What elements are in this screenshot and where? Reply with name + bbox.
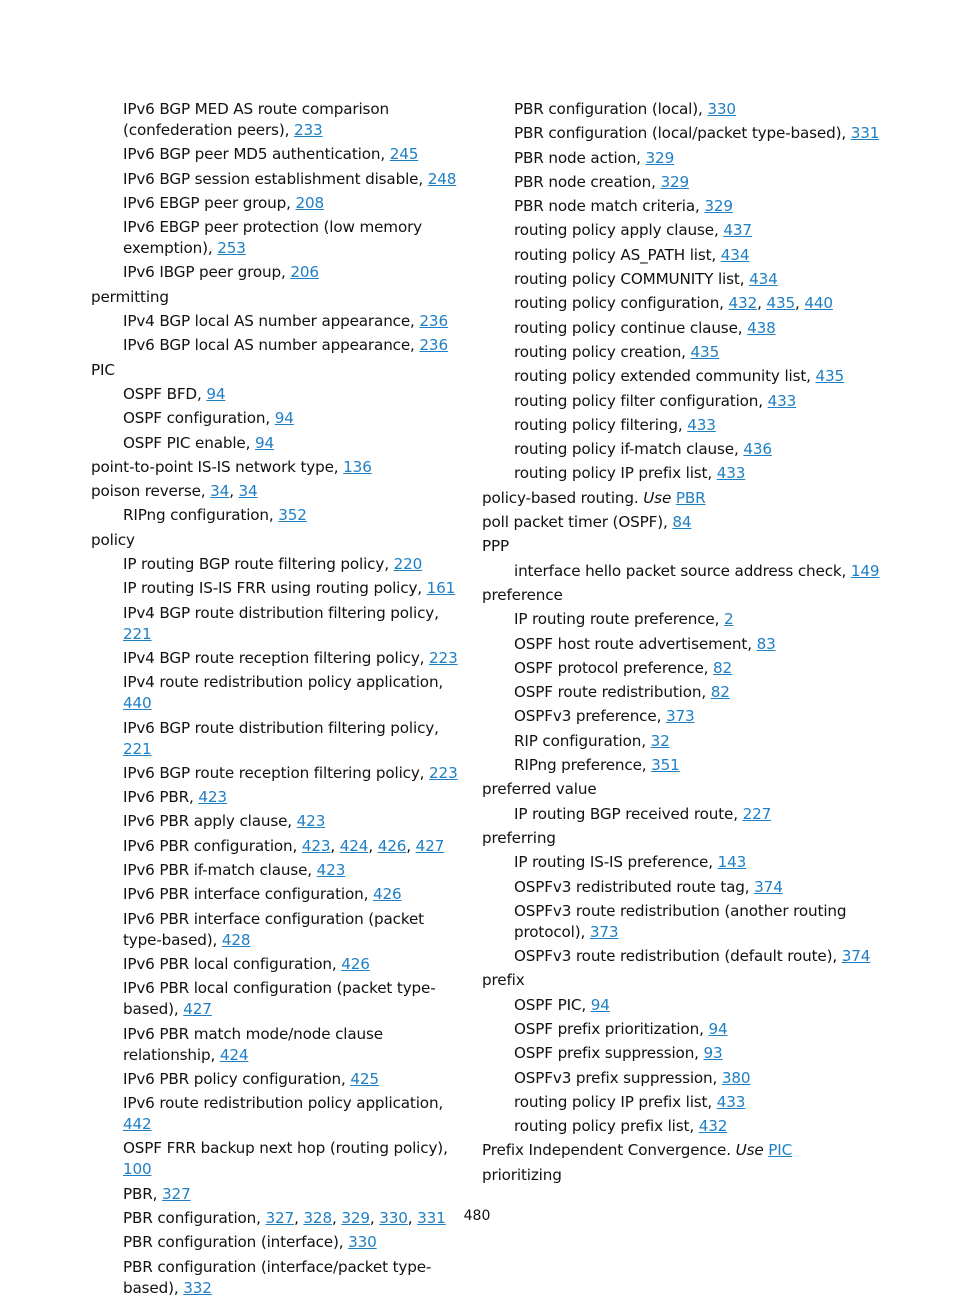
page-link[interactable]: 433 xyxy=(716,464,746,483)
entry-text: IPv6 PBR match mode/node clause relationship, xyxy=(123,1024,383,1064)
page-link[interactable]: 223 xyxy=(429,648,458,667)
page-link[interactable]: 433 xyxy=(716,1092,746,1111)
entry-text: routing policy filter configuration, xyxy=(514,391,768,410)
index-entry xyxy=(482,585,892,606)
entry-text: IPv6 IBGP peer group, xyxy=(123,263,291,282)
page-link[interactable]: 84 xyxy=(672,513,692,532)
page-link[interactable]: 374 xyxy=(754,877,783,896)
entry-text: IPv6 BGP session establishment disable, xyxy=(123,169,428,188)
index-subentry xyxy=(91,603,463,645)
entry-text: poison reverse, xyxy=(91,482,211,501)
entry-text: IPv6 PBR configuration, xyxy=(123,836,302,855)
page-link[interactable]: 442 xyxy=(123,1115,152,1134)
index-subentry xyxy=(482,804,892,825)
entry-text: preference xyxy=(482,585,563,604)
index-subentry xyxy=(482,99,892,120)
page-link[interactable]: 426 xyxy=(341,954,370,973)
index-subentry xyxy=(91,718,463,760)
entry-text: IPv6 PBR local configuration, xyxy=(123,954,342,973)
entry-text: IPv6 BGP route distribution filtering policy, xyxy=(123,718,439,737)
entry-text: routing policy filtering, xyxy=(514,415,688,434)
index-subentry xyxy=(91,384,463,405)
index-subentry xyxy=(91,578,463,599)
entry-text: PBR configuration (local/packet type-based), xyxy=(514,124,851,143)
page-link[interactable]: 374 xyxy=(841,947,871,966)
index-subentry xyxy=(482,682,892,703)
index-entry xyxy=(482,1165,892,1186)
index-subentry xyxy=(482,1043,892,1064)
entry-text: PBR node action, xyxy=(514,148,646,167)
page-link[interactable]: 82 xyxy=(710,683,730,702)
entry-text: IPv4 BGP local AS number appearance, xyxy=(123,312,420,331)
entry-text: preferred value xyxy=(482,780,597,799)
index-subentry xyxy=(482,1116,892,1137)
page-link[interactable]: 373 xyxy=(589,922,619,941)
index-subentry xyxy=(91,554,463,575)
entry-text: IP routing BGP route filtering policy, xyxy=(123,555,394,574)
page-link[interactable]: 331 xyxy=(850,124,880,143)
entry-text: PBR configuration, xyxy=(123,1208,266,1227)
entry-text: RIP configuration, xyxy=(514,731,651,750)
page-link[interactable]: 34 xyxy=(210,482,230,501)
index-subentry xyxy=(91,1093,463,1135)
index-subentry xyxy=(91,262,463,283)
page-link[interactable]: 83 xyxy=(756,634,776,653)
entry-text: OSPF prefix suppression, xyxy=(514,1044,704,1063)
page-link[interactable]: 143 xyxy=(717,853,747,872)
index-entry xyxy=(91,360,463,381)
page-link[interactable]: 435 xyxy=(690,342,720,361)
page-link[interactable]: 94 xyxy=(708,1019,728,1038)
index-entry xyxy=(91,457,463,478)
page-link[interactable]: 424 xyxy=(339,836,369,855)
index-subentry xyxy=(482,196,892,217)
page-link[interactable]: 436 xyxy=(743,440,772,459)
entry-text: Prefix Independent Convergence. xyxy=(482,1141,736,1160)
index-subentry xyxy=(91,978,463,1020)
index-entry xyxy=(91,287,463,308)
entry-text: IPv6 PBR local configuration (packet type-based), xyxy=(123,979,436,1019)
index-subentry xyxy=(482,634,892,655)
index-subentry xyxy=(482,463,892,484)
page-link[interactable]: 434 xyxy=(720,245,750,264)
entry-text: PIC xyxy=(91,360,115,379)
index-subentry xyxy=(482,877,892,898)
page-link[interactable]: 423 xyxy=(316,861,346,880)
entry-text: OSPFv3 redistributed route tag, xyxy=(514,877,755,896)
entry-text: OSPF PIC, xyxy=(514,995,591,1014)
index-subentry xyxy=(482,609,892,630)
page-link[interactable]: 432 xyxy=(728,294,758,313)
page-link[interactable]: 434 xyxy=(749,270,778,289)
page-link[interactable]: 423 xyxy=(301,836,331,855)
index-entry xyxy=(482,512,892,533)
page-link[interactable]: 32 xyxy=(650,731,670,750)
entry-text: IPv6 PBR, xyxy=(123,788,199,807)
page-link[interactable]: 2 xyxy=(723,610,734,629)
page-link[interactable]: 220 xyxy=(393,555,423,574)
page-link[interactable]: 433 xyxy=(767,391,797,410)
entry-text: permitting xyxy=(91,287,169,306)
entry-text: IPv4 route redistribution policy application, xyxy=(123,673,444,692)
page-link[interactable]: PBR xyxy=(675,488,706,507)
page-link[interactable]: 206 xyxy=(290,263,319,282)
entry-text: IP routing route preference, xyxy=(514,610,724,629)
index-entry xyxy=(482,1140,892,1161)
entry-text: IPv6 PBR interface configuration (packet type-based), xyxy=(123,909,424,949)
index-column-right xyxy=(482,99,892,1189)
page-link[interactable]: 327 xyxy=(265,1208,295,1227)
index-subentry xyxy=(482,123,892,144)
entry-text: IPv6 PBR if-match clause, xyxy=(123,861,317,880)
entry-text: IPv6 EBGP peer protection (low memory exemption), xyxy=(123,218,423,258)
page-link[interactable]: 248 xyxy=(427,169,457,188)
page-link[interactable]: 329 xyxy=(660,172,690,191)
index-subentry xyxy=(482,995,892,1016)
index-entry xyxy=(91,530,463,551)
entry-text: routing policy COMMUNITY list, xyxy=(514,270,750,289)
index-subentry xyxy=(482,731,892,752)
entry-text: IPv6 BGP route reception filtering policy, xyxy=(123,763,430,782)
page-link[interactable]: 329 xyxy=(704,197,733,216)
page-link[interactable]: PIC xyxy=(768,1141,793,1160)
entry-text: OSPFv3 route redistribution (another routing protocol), xyxy=(514,901,847,941)
entry-text: OSPF configuration, xyxy=(123,409,275,428)
index-subentry xyxy=(482,1019,892,1040)
entry-text: OSPF prefix prioritization, xyxy=(514,1019,709,1038)
page-link[interactable]: 426 xyxy=(377,836,407,855)
entry-text: IPv6 PBR apply clause, xyxy=(123,812,297,831)
entry-text: IP routing IS-IS preference, xyxy=(514,853,718,872)
index-subentry xyxy=(482,269,892,290)
index-subentry xyxy=(482,1068,892,1089)
index-subentry xyxy=(91,311,463,332)
entry-text: OSPF route redistribution, xyxy=(514,683,711,702)
index-subentry xyxy=(91,433,463,454)
index-subentry xyxy=(482,706,892,727)
page-link[interactable]: 440 xyxy=(123,694,152,713)
page-link[interactable]: 82 xyxy=(713,658,733,677)
entry-text: IP routing IS-IS FRR using routing policy, xyxy=(123,579,427,598)
entry-text: routing policy IP prefix list, xyxy=(514,464,717,483)
entry-text: PBR configuration (interface), xyxy=(123,1233,349,1252)
index-subentry xyxy=(482,946,892,967)
index-subentry xyxy=(91,505,463,526)
entry-text: IPv6 PBR interface configuration, xyxy=(123,885,373,904)
entry-text: RIPng configuration, xyxy=(123,506,279,525)
entry-text: IPv6 BGP local AS number appearance, xyxy=(123,336,420,355)
page-link[interactable]: 94 xyxy=(274,409,294,428)
see-reference-label: Use xyxy=(643,488,672,507)
entry-text: OSPF host route advertisement, xyxy=(514,634,757,653)
index-subentry xyxy=(91,169,463,190)
page-link[interactable]: 329 xyxy=(645,148,675,167)
index-subentry xyxy=(482,245,892,266)
page-link[interactable]: 236 xyxy=(419,336,448,355)
entry-text: prioritizing xyxy=(482,1165,562,1184)
entry-text: routing policy extended community list, xyxy=(514,367,816,386)
index-entry xyxy=(482,536,892,557)
entry-text: IPv6 PBR policy configuration, xyxy=(123,1069,351,1088)
entry-text: interface hello packet source address check, xyxy=(514,561,851,580)
page-link[interactable]: 435 xyxy=(815,367,845,386)
entry-text: OSPFv3 prefix suppression, xyxy=(514,1068,722,1087)
entry-text: routing policy AS_PATH list, xyxy=(514,245,721,264)
page-link[interactable]: 328 xyxy=(303,1208,332,1227)
index-subentry xyxy=(91,648,463,669)
page-link[interactable]: 330 xyxy=(348,1233,377,1252)
page-link[interactable]: 221 xyxy=(123,624,152,643)
index-subentry xyxy=(91,193,463,214)
entry-text: IPv6 BGP peer MD5 authentication, xyxy=(123,145,390,164)
index-subentry xyxy=(91,1184,463,1205)
entry-text: routing policy prefix list, xyxy=(514,1117,699,1136)
page-link[interactable]: 423 xyxy=(198,788,227,807)
entry-text: OSPF PIC enable, xyxy=(123,433,255,452)
index-subentry xyxy=(482,366,892,387)
page-link[interactable]: 426 xyxy=(372,885,402,904)
index-entry xyxy=(482,828,892,849)
page-link[interactable]: 423 xyxy=(296,812,326,831)
page-link[interactable]: 352 xyxy=(278,506,307,525)
entry-text: PBR node match criteria, xyxy=(514,197,705,216)
page-link[interactable]: 438 xyxy=(747,318,776,337)
index-subentry xyxy=(482,658,892,679)
index-entry xyxy=(482,488,892,509)
page-link[interactable]: 380 xyxy=(721,1068,751,1087)
index-subentry: PBR configuration, 327, 328, 329, 330, 331 xyxy=(123,1208,446,1227)
entry-text: OSPF FRR backup next hop (routing policy), xyxy=(123,1139,448,1158)
index-column-left xyxy=(91,99,463,1302)
index-subentry xyxy=(91,1232,463,1253)
index-subentry xyxy=(91,672,463,714)
index-subentry xyxy=(91,811,463,832)
index-subentry xyxy=(482,220,892,241)
index-subentry xyxy=(91,217,463,259)
entry-text: routing policy IP prefix list, xyxy=(514,1092,717,1111)
index-subentry xyxy=(482,415,892,436)
entry-text: PBR node creation, xyxy=(514,172,661,191)
page-link[interactable]: 161 xyxy=(426,579,456,598)
entry-text: poll packet timer (OSPF), xyxy=(482,513,673,532)
page-link[interactable]: 440 xyxy=(804,294,833,313)
page-link[interactable]: 373 xyxy=(665,707,695,726)
entry-text: PBR configuration (local), xyxy=(514,100,708,118)
page-link[interactable]: 330 xyxy=(379,1208,408,1227)
index-subentry xyxy=(91,909,463,951)
page-link[interactable]: 136 xyxy=(343,457,372,476)
index-subentry xyxy=(91,1257,463,1299)
index-subentry xyxy=(482,1092,892,1113)
index-subentry xyxy=(91,99,463,141)
index-entry xyxy=(482,970,892,991)
page-link[interactable]: 427 xyxy=(183,1000,212,1019)
entry-text: IPv6 BGP MED AS route comparison (confederation peers), xyxy=(123,100,389,139)
page-link[interactable]: 34 xyxy=(238,482,258,501)
entry-text: routing policy continue clause, xyxy=(514,318,748,337)
page-link[interactable]: 435 xyxy=(766,294,795,313)
index-entry xyxy=(482,779,892,800)
page-link[interactable]: 221 xyxy=(123,739,152,758)
entry-text: preferring xyxy=(482,828,556,847)
entry-text: PBR, xyxy=(123,1184,163,1203)
index-subentry xyxy=(91,954,463,975)
index-subentry: routing policy configuration, 432, 435, 440 xyxy=(514,294,833,313)
entry-text: PPP xyxy=(482,537,510,556)
page-link[interactable]: 245 xyxy=(389,145,419,164)
entry-text: routing policy configuration, xyxy=(514,294,729,313)
page-link[interactable]: 427 xyxy=(415,836,445,855)
entry-text: prefix xyxy=(482,971,525,990)
page-link[interactable]: 424 xyxy=(219,1045,249,1064)
page-link[interactable]: 233 xyxy=(293,121,323,139)
page-link[interactable]: 330 xyxy=(707,100,736,118)
page-link[interactable]: 227 xyxy=(742,804,772,823)
page-link[interactable]: 149 xyxy=(850,561,880,580)
entry-text: IPv4 BGP route distribution filtering policy, xyxy=(123,603,439,622)
entry-text: routing policy creation, xyxy=(514,342,691,361)
index-subentry xyxy=(482,391,892,412)
page-link[interactable]: 329 xyxy=(341,1208,370,1227)
entry-text: policy-based routing. xyxy=(482,488,644,507)
index-subentry xyxy=(482,148,892,169)
page-link[interactable]: 94 xyxy=(206,384,226,403)
page-link[interactable]: 425 xyxy=(350,1069,379,1088)
entry-text: routing policy apply clause, xyxy=(514,221,724,240)
index-entry: poison reverse, 34, 34 xyxy=(91,482,258,501)
index-subentry xyxy=(482,318,892,339)
index-subentry xyxy=(91,1138,463,1180)
page-link[interactable]: 327 xyxy=(162,1184,191,1203)
page-link[interactable]: 332 xyxy=(183,1278,212,1297)
page-link[interactable]: 433 xyxy=(687,415,716,434)
see-reference-label: Use xyxy=(735,1141,764,1160)
entry-text: OSPF BFD, xyxy=(123,384,207,403)
entry-text: policy xyxy=(91,530,135,549)
index-subentry xyxy=(91,408,463,429)
page-link[interactable]: 432 xyxy=(698,1117,728,1136)
index-subentry: IPv6 PBR configuration, 423, 424, 426, 427 xyxy=(123,836,445,855)
entry-text: OSPF protocol preference, xyxy=(514,658,714,677)
index-subentry xyxy=(482,342,892,363)
page-link[interactable]: 94 xyxy=(254,433,275,452)
index-subentry xyxy=(482,901,892,943)
entry-text: OSPFv3 preference, xyxy=(514,707,666,726)
entry-text: OSPFv3 route redistribution (default route), xyxy=(514,947,842,966)
index-subentry xyxy=(91,1069,463,1090)
page-link[interactable]: 428 xyxy=(221,930,251,949)
page-number: 480 xyxy=(463,1208,491,1224)
entry-text: PBR configuration (interface/packet type-based), xyxy=(123,1257,432,1297)
index-subentry xyxy=(482,172,892,193)
index-subentry xyxy=(482,852,892,873)
entry-text: RIPng preference, xyxy=(514,756,652,775)
page-link[interactable]: 236 xyxy=(419,312,448,331)
index-subentry xyxy=(91,860,463,881)
page-link[interactable]: 100 xyxy=(123,1160,152,1179)
index-subentry xyxy=(91,144,463,165)
entry-text: point-to-point IS-IS network type, xyxy=(91,457,344,476)
page-link[interactable]: 208 xyxy=(295,193,325,212)
index-subentry xyxy=(482,755,892,776)
index-subentry xyxy=(91,884,463,905)
entry-text: IPv6 EBGP peer group, xyxy=(123,193,296,212)
page-link[interactable]: 331 xyxy=(417,1208,446,1227)
index-subentry xyxy=(91,335,463,356)
entry-text: IPv6 route redistribution policy application, xyxy=(123,1094,444,1113)
index-subentry xyxy=(482,561,892,582)
page-link[interactable]: 93 xyxy=(703,1044,723,1063)
entry-text: routing policy if-match clause, xyxy=(514,440,744,459)
index-subentry xyxy=(91,787,463,808)
page-link[interactable]: 351 xyxy=(651,756,680,775)
page-link[interactable]: 223 xyxy=(429,763,458,782)
page-link[interactable]: 94 xyxy=(590,995,610,1014)
entry-text: IP routing BGP received route, xyxy=(514,804,743,823)
page-link[interactable]: 253 xyxy=(217,239,246,258)
index-subentry xyxy=(91,763,463,784)
index-subentry xyxy=(482,439,892,460)
page-link[interactable]: 437 xyxy=(723,221,752,240)
entry-text: IPv4 BGP route reception filtering policy, xyxy=(123,648,430,667)
index-subentry xyxy=(91,1024,463,1066)
